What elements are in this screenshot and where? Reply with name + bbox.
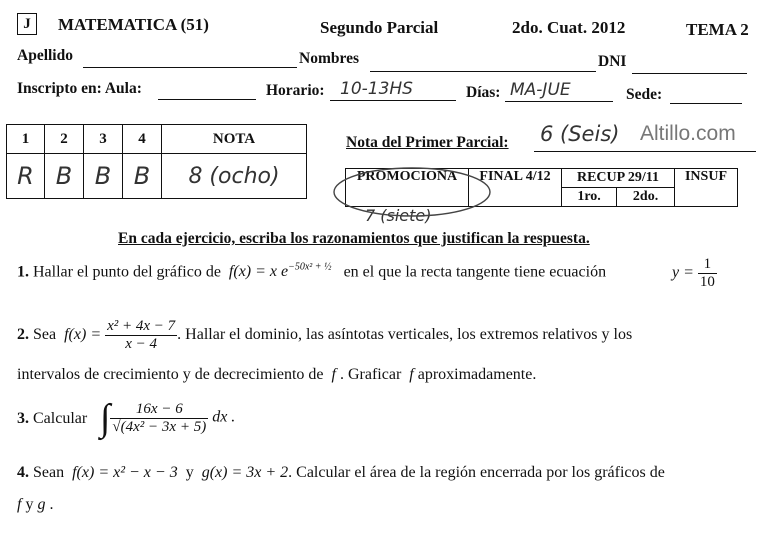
question-4: 4. Sean f(x) = x² − x − 3 y g(x) = 3x + 2. Calcular el área de la región encerrada por los gráficos de [17, 464, 665, 481]
nombres-label: Nombres [299, 50, 359, 67]
question-4-line2: f y g . [17, 496, 54, 513]
tema-box [17, 13, 37, 35]
q2-formula: f(x) = $\frac{\text{x² + 4x − 7}}{x - 4}$ [60, 318, 176, 352]
promo-header: RECUP 29/11 [562, 169, 675, 188]
promo-subheader: 2do. [617, 188, 675, 207]
grade-value: B [123, 154, 162, 199]
promo-circle-mark [330, 160, 500, 230]
dni-line[interactable] [632, 72, 747, 74]
grade-value: 8 (ocho) [162, 154, 307, 199]
promo-note: 7 (siete) [365, 206, 432, 225]
grade-value: B [45, 154, 84, 199]
theme-label: TEMA 2 [686, 20, 749, 39]
grade-header: 3 [84, 125, 123, 154]
first-exam-label: Nota del Primer Parcial: [346, 134, 509, 151]
question-2-line2: intervalos de crecimiento y de decrecimiento de f . Graficar f aproximadamente. [17, 366, 537, 383]
first-exam-value: 6 (Seis) [540, 122, 620, 146]
first-exam-line [534, 150, 756, 152]
grade-header: 1 [7, 125, 45, 154]
sede-line[interactable] [670, 102, 742, 104]
q2-number: 2. [17, 326, 29, 344]
promo-header: PROMOCIONA [346, 169, 469, 207]
q1-tangent-eq: y = $\frac{1}{10}$ [672, 256, 715, 290]
question-1 [17, 262, 606, 281]
promo-subheader: 1ro. [562, 188, 617, 207]
inscripto-label: Inscripto en: Aula: [17, 80, 142, 97]
dni-label: DNI [598, 53, 627, 70]
horario-line[interactable] [330, 99, 456, 101]
aula-line[interactable] [158, 98, 256, 100]
term-label: 2do. Cuat. 2012 [512, 18, 626, 37]
q2-text-b: . Hallar el dominio, las asíntotas verticales, los extremos relativos y los [177, 326, 633, 344]
q4-text-c: . Calcular el área de la región encerrada por los gráficos de [288, 464, 665, 481]
q4-text-a: Sean [33, 464, 65, 481]
question-3 [17, 410, 87, 428]
promo-header: FINAL 4/12 [469, 169, 562, 207]
watermark: Altillo.com [640, 122, 736, 145]
dias-line[interactable] [505, 100, 613, 102]
q2-text-a: Sea [33, 326, 57, 344]
apellido-label: Apellido [17, 47, 73, 64]
horario-label: Horario: [266, 82, 325, 99]
q2-text-e: aproximadamente. [417, 366, 537, 383]
q1-text-b: en el que la recta tangente tiene ecuación [343, 263, 607, 281]
grade-value: B [84, 154, 123, 199]
instructions: En cada ejercicio, escriba los razonamientos que justifican la respuesta. [118, 230, 590, 247]
q1-formula: f(x) = x $e^{-50x^2 + \frac{1}{2}}$ [224, 262, 332, 281]
q4-text-b: y [185, 464, 194, 481]
tema-box-letter: J [23, 16, 31, 32]
grade-header: 2 [45, 125, 84, 154]
exam-title: Segundo Parcial [320, 18, 439, 37]
q2-text-d: . Graficar [339, 366, 402, 383]
q3-text-a: Calcular [33, 410, 88, 427]
q2-text-c: intervalos de crecimiento y de decrecimiento de [17, 366, 324, 383]
question-2 [17, 318, 632, 353]
q3-number: 3. [17, 410, 29, 427]
grade-header: NOTA [162, 125, 307, 154]
q4-number: 4. [17, 464, 29, 481]
sede-label: Sede: [626, 86, 663, 103]
grade-header: 4 [123, 125, 162, 154]
q1-number: 1. [17, 263, 29, 281]
grade-value: R [7, 154, 45, 199]
promo-header: INSUF [675, 169, 738, 207]
horario-value: 10-13HS [340, 79, 413, 99]
apellido-line[interactable] [83, 66, 297, 68]
grade-table [6, 124, 307, 199]
q3-integral: ∫ $\frac{16x - 6}{\text{√(4x² − 3x + 5)}}$ dx . [100, 397, 236, 439]
q4-text-d: y [25, 496, 34, 513]
dias-value: MA-JUE [510, 80, 571, 100]
course-title: MATEMATICA (51) [58, 15, 209, 34]
q1-text-a: Hallar el punto del gráfico de [33, 263, 221, 281]
dias-label: Días: [466, 84, 501, 101]
nombres-line[interactable] [370, 70, 596, 72]
